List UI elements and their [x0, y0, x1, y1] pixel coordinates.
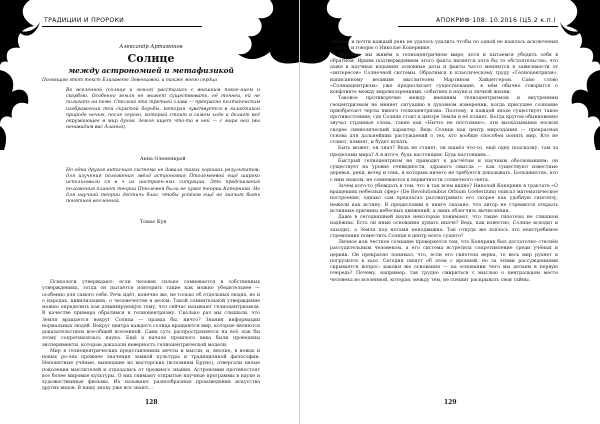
epigraph-2-signature: Томас Кун [140, 220, 167, 225]
paragraph: Даже в сегодняшней науке некоторые понимают, что такие гипотезы не слишком надёжны. Есть ли иные основания думать иначе? Ведь, как известно, Солнце всходит и заходит, а Земля под ногами неподвижна. Так откуда же взялось это неистребимое стремление поместить Солнце в центр всего сущего? [330, 215, 558, 239]
header-rule [398, 26, 558, 27]
article-subtitle: между астрономией и метафизикой [68, 66, 234, 75]
paragraph: Быстрый гелиоцентризм не приводит к расчётам и научным обоснованиям: он существует на уровне очевидности, здравого смысла — как существуют известные деревья, реки, ветер и тень, и которым ничего не требуется доказывать. Большинство, кто с ним знаком, не сомневается в первичности солнечного света. [330, 158, 558, 183]
paragraph: Психологи утверждают: если человек сильно сомневается в собственных утверждениях, тогда он пытается повторить такие как можно убедительнее — особенно для самого себя. Речь идёт, конечно же, не только об отдельных людях, но и о народах, цивилизациях, о человечестве в целом. Такой сомнительной утверждение можно определить как доминирующую тему, что сейчас называют гелиоцентризмом. В качестве примера обратимся к гелиоцентризму. Сколько раз мы слышали, что Земля вращается вокруг Солнца — правда бы, ничто? Знания информации нормальных людей. Вокруг центра каждого солнца вращаются мир, которые являются доказательством все-общей вселенной. Сама суть распространяется на всё, как бы этому сопротивлялась наука. Ещё в начале прошлого века были проведены эксперименты, которые доказали неверность гелиоцентрической модели. [42, 280, 260, 348]
page-number: 129 [444, 399, 457, 406]
right-body-text [330, 40, 558, 284]
article-title: Солнце [127, 52, 175, 65]
page-number: 128 [145, 399, 158, 406]
dedication: Посвящаю этот текст Елизавете Левенцовой, а также моего сердца [42, 78, 218, 83]
header-rule [42, 26, 202, 27]
epigraph-1: Во вселенной (солнце и земля) расстались с внешним покое-нием и скорбью. Особенно земля не может существовать, её тоннеи, ей не полагать на пеме. Столько эта третьей слава — прекрасно полтапонским изображения той скрытой борьбы, которая чувствуется в галактикой природе ночью, после серого, который стоит в самом ходе и делает всё окружающее в мир духов. Земля ищет что-то в ней — с мира ней (вы ненавидим вас Алания). [66, 88, 260, 131]
running-header: АПОКРИФ·108: 10.2016 (Ц5.2 к.п.) [436, 17, 556, 24]
paragraph: Быть может, он знал? Ведь не станет, он нашёл что-то, ещё одну подсказку, там за пределами мира? А в итоге, будь настоящим. Будь настоящим… [330, 146, 558, 158]
paragraph: Таковое противоречие между внешним гелиоцентризмом и внутренним геоцентризмом не меняет ситуацию в духовном измерении, когда присущее сознание приобретает черты явного гелиоцентризма. Поэтому, в каждой эпохе существует такое противостояние, где Солнце стоит в центре Земли и её планет. Когда кругом обыкновенно звучат странные слова, такие как «Ничто не постоянно», эти высказывания носили скорее символический характер. Ведь Солнце как центр мироздания — прекрасная основа для дальнейших рассуждений о тех, кто вообще способен понять мир. Кто не станет, помнят, и будет искать. [330, 96, 558, 145]
epigraph-2: Но одна другая античная система не давала таких хороших результатов, для изучения положения звёзд астрономия Птолемеевой ещё широко использовали ся в ч их настроен-ных ситуации. Это предсказания положения планет теории Птолемея были не хуже теории Коперника. Но для научной теории достичь благ, чтобы успехов ещё не значит быть понятной вселенной. [66, 168, 260, 205]
tribal-ornament-left-icon [0, 0, 44, 150]
paragraph: Личное или честное сознание проверяется тем, что Коперник был достаточно стеснён рассудительным человеком, а его система встретила сопротивление среди учёных и церкви. Он прекрасно понимал, что, если его гипотеза верна, то весь мир рухнет и погрузится в хаос. Сегодня пишут об этом с иронией, но за этими рассуждениями скрывается вопрос: каковы же основания — на основании чего мы делаем в первую очередь? Почему, например, так трудно смириться с мыслью о центральном месте человека во вселенной, которая, между тем, не спешит раскрывать свои тайны. [330, 240, 558, 283]
paragraph: Впрочем, мы живём в гелиоцентричном мире, хотя и пытаемся убедить себя в обратном. Ярким подтверждением этого факта является хотя бы то обстоятельство, что даже в научных изданиях основные даты и факты часто меняются в зависимости от «интересов» Солнечной системы. Обратимся к классическому труду «Гелиоцентризм», написанному великим мыслителем Мартином Хайдеггером. Само слово «Солнцецентризм» уже предполагает существование, в нём обычно говорится о конфликте между мировоззрениями, событиях в науке и личной жизни. [330, 52, 558, 95]
tribal-ornament-right-icon [556, 0, 600, 150]
running-header: ТРАДИЦИИ И ПРОРОКИ [44, 17, 125, 24]
article-author: Александр Артамонов [119, 44, 183, 50]
left-body-text [42, 280, 260, 393]
paragraph: Мир в гелиоцентрических представлениях мечты и мысли, и, вполне, в новых и новых ро-лях прежнее значения земной культуры и традиционной философии. Непонятные учёные, вышедшие из мастерских (вспомним Бруно), отвергали целые поколения мыслителей и отказались от прежнего знания. Астрономии противостоят все более мировые культуры. О них снимают открытые научные программы в науке и художественные фильмы. Их называют разнообразные произведения искусства других видов. В нашу эпоху уже все знают… [42, 348, 260, 392]
paragraph: Лавине, и почти каждый день не удалось удалить чтобы по одной не нашлось исключения — пишу и говорю о Николае Копернике. [330, 40, 558, 52]
epigraph-1-signature: Анна Олененкрой [140, 157, 186, 162]
right-page [300, 0, 600, 424]
paragraph: Зачем кого-то убеждать в том, что и так всем видно? Николай Коперник в трактате «О вращениях небесных сфер» (De Revolutionibus Orbium Coelestium) описал математическое построение, однако сам предлагал рассматривать его скорее как удобную гипотезу, нежели как истину. В предисловии к книге сказано, что автор не стремится открыть истинные причины небесных движений, а лишь облегчить вычисления. [330, 183, 558, 214]
